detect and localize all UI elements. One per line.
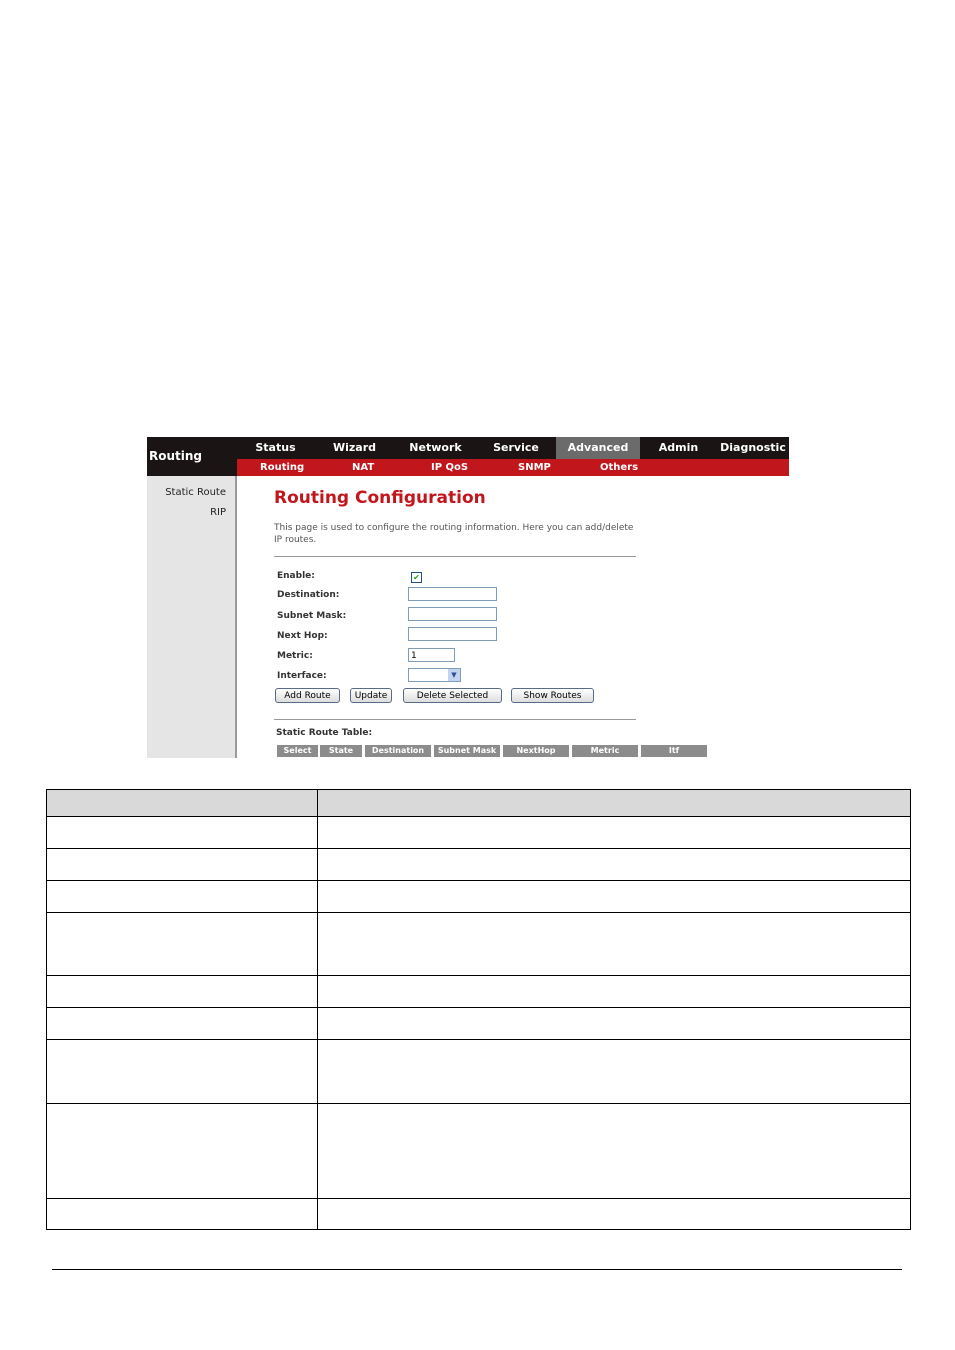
section-title: Routing (147, 437, 237, 476)
table-cell (47, 1104, 318, 1199)
table-cell (318, 1040, 911, 1104)
metric-input[interactable]: 1 (408, 648, 455, 662)
header-cell (318, 790, 911, 817)
side-item-rip[interactable]: RIP (210, 507, 226, 518)
sub-nav (237, 459, 789, 476)
tab-network[interactable]: Network (409, 441, 462, 454)
tab-advanced[interactable]: Advanced (556, 437, 640, 459)
table-cell (47, 976, 318, 1008)
col-nexthop: NextHop (503, 745, 569, 757)
static-route-table-label: Static Route Table: (276, 728, 373, 738)
enable-label: Enable: (277, 571, 315, 581)
col-itf: Itf (641, 745, 707, 757)
table-row (47, 849, 911, 881)
table-cell (47, 1199, 318, 1230)
divider (274, 556, 636, 557)
tab-diagnostic[interactable]: Diagnostic (720, 441, 786, 454)
metric-label: Metric: (277, 651, 313, 661)
show-routes-button[interactable]: Show Routes (511, 688, 594, 703)
subtab-routing[interactable]: Routing (260, 462, 305, 473)
check-icon: ✔ (413, 573, 420, 582)
subtab-others[interactable]: Others (600, 462, 639, 473)
interface-select[interactable] (408, 668, 461, 682)
table-cell (47, 817, 318, 849)
table-cell (318, 881, 911, 913)
table-row (47, 881, 911, 913)
parameter-table (46, 789, 911, 1230)
tab-admin[interactable]: Admin (658, 441, 699, 454)
table-cell (47, 913, 318, 976)
table-cell (47, 1008, 318, 1040)
table-cell (318, 976, 911, 1008)
tab-status[interactable]: Status (255, 441, 296, 454)
main-content (274, 476, 789, 758)
update-button[interactable]: Update (350, 688, 392, 703)
col-destination: Destination (365, 745, 431, 757)
side-item-static-route[interactable]: Static Route (165, 487, 226, 498)
add-route-button[interactable]: Add Route (275, 688, 340, 703)
chevron-down-icon: ▼ (448, 669, 460, 681)
main-nav (237, 437, 789, 459)
enable-checkbox[interactable] (411, 572, 422, 583)
table-cell (47, 849, 318, 881)
page-description: This page is used to configure the routing information. Here you can add/delete IP routes. (274, 523, 634, 545)
table-row (47, 1104, 911, 1199)
col-state: State (320, 745, 362, 757)
table-cell (318, 817, 911, 849)
side-menu (147, 476, 237, 758)
page-title: Routing Configuration (274, 488, 486, 508)
col-metric: Metric (572, 745, 638, 757)
table-row (47, 1040, 911, 1104)
subnet-mask-label: Subnet Mask: (277, 611, 347, 621)
tab-service[interactable]: Service (493, 441, 539, 454)
next-hop-label: Next Hop: (277, 631, 328, 641)
table-cell (318, 1104, 911, 1199)
subtab-nat[interactable]: NAT (352, 462, 375, 473)
divider (274, 719, 636, 720)
footer-divider (52, 1269, 902, 1270)
table-row (47, 817, 911, 849)
table-row (47, 976, 911, 1008)
table-cell (318, 1008, 911, 1040)
col-subnet-mask: Subnet Mask (434, 745, 500, 757)
table-cell (47, 881, 318, 913)
table-cell (318, 849, 911, 881)
subtab-ip-qos[interactable]: IP QoS (431, 462, 469, 473)
table-cell (47, 1040, 318, 1104)
delete-selected-button[interactable]: Delete Selected (403, 688, 502, 703)
next-hop-input[interactable] (408, 627, 497, 641)
table-row (47, 1199, 911, 1230)
subnet-mask-input[interactable] (408, 607, 497, 621)
destination-input[interactable] (408, 587, 497, 601)
header-cell (47, 790, 318, 817)
table-cell (318, 1199, 911, 1230)
tab-wizard[interactable]: Wizard (332, 441, 377, 454)
table-cell (318, 913, 911, 976)
interface-label: Interface: (277, 671, 327, 681)
subtab-snmp[interactable]: SNMP (518, 462, 551, 473)
destination-label: Destination: (277, 590, 340, 600)
table-row (47, 913, 911, 976)
col-select: Select (277, 745, 318, 757)
table-header-row (47, 790, 911, 817)
router-config-screenshot (147, 437, 789, 758)
table-row (47, 1008, 911, 1040)
